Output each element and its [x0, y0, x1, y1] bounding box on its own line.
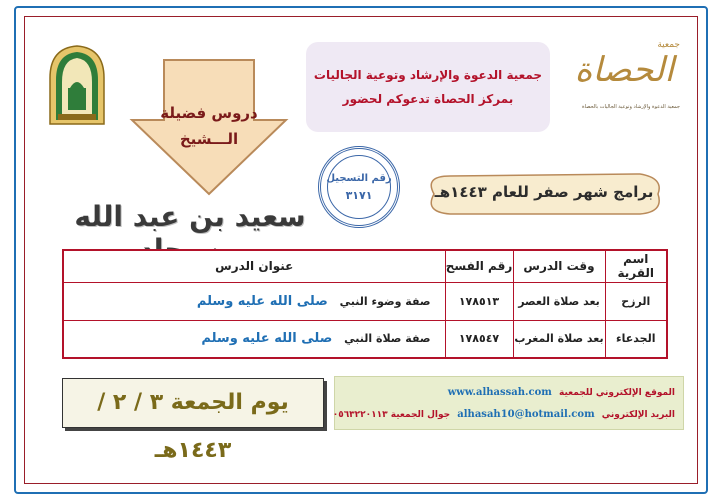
invitation-header — [306, 42, 550, 132]
logo-big-text: الحصاة — [574, 50, 674, 90]
logo-tagline: جمعية الدعوة والإرشاد وتوعية الجاليات بالحصاة — [582, 104, 680, 110]
topic-title: صفة صلاة النبي — [344, 332, 431, 346]
header-line-1: جمعية الدعوة والإرشاد وتوعية الجاليات — [313, 68, 543, 82]
phone-label: جوال الجمعية — [390, 410, 451, 420]
table-header-row — [63, 250, 667, 282]
registration-stamp — [318, 146, 400, 228]
stamp-label: رقم التسجيل — [326, 173, 392, 184]
arrow-line-2: الـــشيخ — [179, 130, 239, 148]
website-link[interactable]: www.alhassah.com — [447, 387, 552, 398]
email-label: البريد الإلكتروني — [601, 410, 675, 420]
email-row — [333, 409, 675, 420]
header-topic: عنوان الدرس — [63, 250, 445, 282]
cell-time: بعد صلاة المغرب — [513, 320, 605, 358]
logo-small-text: جمعية — [657, 40, 680, 50]
email-link[interactable]: alhasah10@hotmail.com — [457, 409, 595, 420]
cell-license: ١٧٨٥١٣ — [445, 282, 513, 320]
topic-blessing: صلى الله عليه وسلم — [196, 293, 328, 309]
topic-title: صفة وضوء النبي — [339, 294, 431, 308]
month-banner-text: برامج شهر صفر للعام ١٤٤٣هـ — [434, 183, 654, 201]
ministry-emblem-icon — [46, 44, 108, 126]
header-time: وقت الدرس — [513, 250, 605, 282]
lessons-caption — [128, 100, 290, 152]
schedule-table — [62, 249, 668, 359]
arrow-line-1: دروس فضيلة — [160, 104, 258, 122]
stamp-ring — [327, 155, 391, 219]
cell-topic — [63, 282, 445, 320]
topic-blessing: صلى الله عليه وسلم — [201, 331, 333, 347]
header-village: اسم القرية — [605, 250, 667, 282]
cell-village: الرزح — [605, 282, 667, 320]
website-label: الموقع الإلكتروني للجمعية — [559, 388, 675, 398]
cell-topic — [63, 320, 445, 358]
header-license: رقم الفسح — [445, 250, 513, 282]
sheikh-name: سعيد بن عبد الله — [74, 200, 306, 233]
contact-box — [334, 376, 684, 430]
table-row — [63, 282, 667, 320]
phone-number: ٠٥٦٣٢٢٠١١٣ — [332, 410, 388, 420]
website-row — [444, 387, 675, 398]
table-row — [63, 320, 667, 358]
stamp-number: ٣١٧١ — [345, 189, 373, 202]
event-date: يوم الجمعة ٣ / ٢ / ١٤٤٣هـ — [62, 378, 324, 428]
association-logo — [576, 40, 686, 120]
header-line-2: بمركز الحصاة تدعوكم لحضور — [342, 92, 514, 106]
cell-time: بعد صلاة العصر — [513, 282, 605, 320]
cell-village: الجدعاء — [605, 320, 667, 358]
cell-license: ١٧٨٥٤٧ — [445, 320, 513, 358]
